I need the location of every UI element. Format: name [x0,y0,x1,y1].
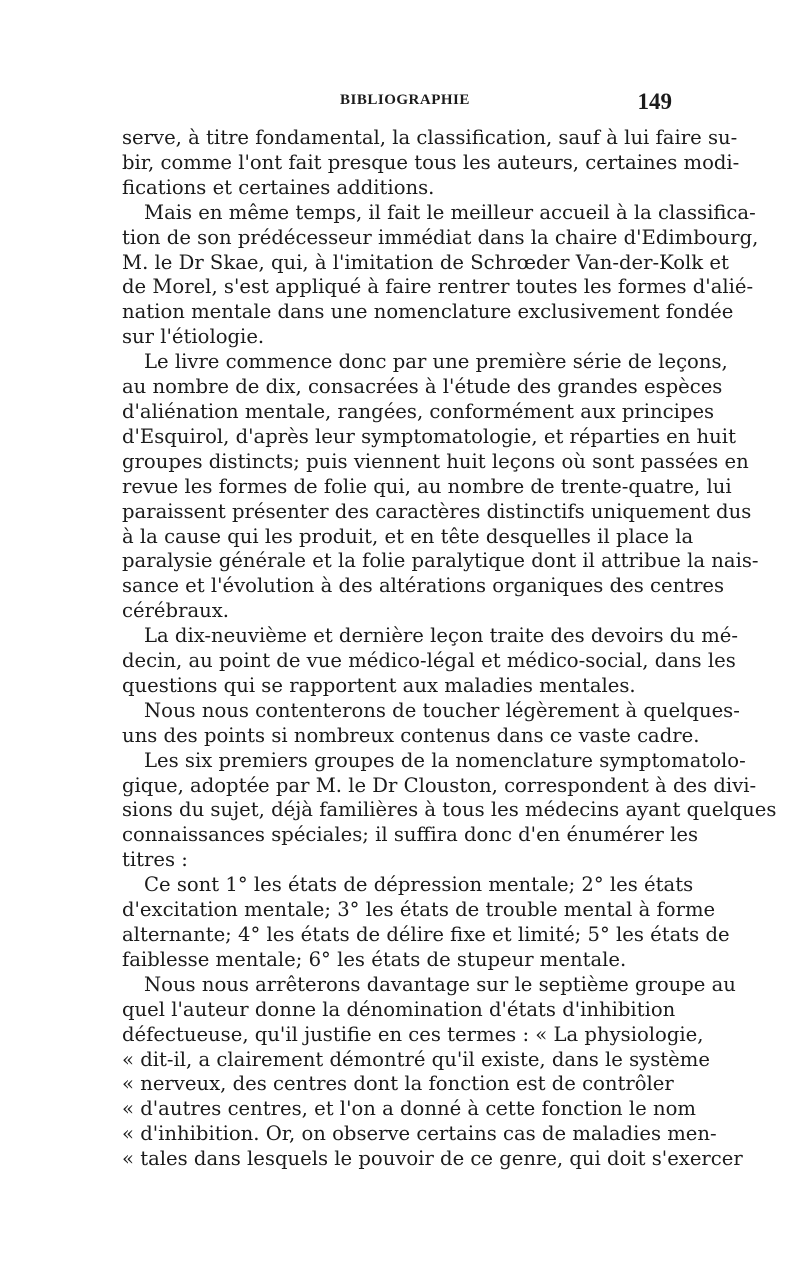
text-line: défectueuse, qu'il justifie en ces termes : « La physiologie, [122,1022,704,1046]
text-line: à la cause qui les produit, et en tête desquelles il place la [122,524,694,548]
paragraph [122,873,730,973]
text-line: titres : [122,848,188,872]
paragraph [122,624,738,699]
text-line: revue les formes de folie qui, au nombre de trente-quatre, lui [122,474,732,498]
paragraph [122,350,759,624]
text-line: « d'autres centres, et l'on a donné à cette fonction le nom [122,1097,696,1121]
text-line: Les six premiers groupes de la nomenclature symptomatolo- [144,748,746,772]
text-line: « tales dans lesquels le pouvoir de ce genre, qui doit s'exercer [122,1147,743,1171]
text-line: d'excitation mentale; 3° les états de trouble mental à forme [122,898,716,922]
text-line: nation mentale dans une nomenclature exclusivement fondée [122,300,734,324]
text-line: decin, au point de vue médico-légal et médico-social, dans les [122,649,736,673]
text-line: Ce sont 1° les états de dépression mentale; 2° les états [144,873,694,897]
text-line: fications et certaines additions. [122,175,435,199]
text-line: sance et l'évolution à des altérations organiques des centres [122,574,725,598]
paragraph [122,126,740,201]
text-line: « dit-il, a clairement démontré qu'il existe, dans le système [122,1047,710,1071]
text-line: alternante; 4° les états de délire fixe et limité; 5° les états de [122,923,730,946]
running-title: BIBLIOGRAPHIE [340,92,470,108]
text-line: « nerveux, des centres dont la fonction est de contrôler [122,1072,674,1096]
text-line: La dix-neuvième et dernière leçon traite des devoirs du mé- [144,624,738,648]
text-line: questions qui se rapportent aux maladies mentales. [122,673,636,697]
text-line: gique, adoptée par M. le Dr Clouston, correspondent à des divi- [122,773,757,797]
text-line: serve, à titre fondamental, la classification, sauf à lui faire su- [122,126,738,149]
text-line: groupes distincts; puis viennent huit leçons où sont passées en [122,449,749,473]
text-line: paralysie générale et la folie paralytique dont il attribue la nais- [122,549,759,573]
text-line: Nous nous contenterons de toucher légèrement à quelques- [144,698,740,722]
text-line: connaissances spéciales; il suffira donc d'en énumérer les [122,823,698,847]
text-line: de Morel, s'est appliqué à faire rentrer toutes les formes d'alié- [122,275,754,299]
paragraph [122,698,740,749]
text-line: tion de son prédécesseur immédiat dans la chaire d'Edimbourg, [122,225,759,249]
text-line: au nombre de dix, consacrées à l'étude des grandes espèces [122,375,723,399]
text-line: faiblesse mentale; 6° les états de stupeur mentale. [122,947,627,971]
text-line: « d'inhibition. Or, on observe certains cas de maladies men- [122,1122,717,1146]
text-line: Mais en même temps, il fait le meilleur accueil à la classifica- [144,200,756,224]
text-line: quel l'auteur donne la dénomination d'états d'inhibition [122,997,676,1021]
text-line: sions du sujet, déjà familières à tous les médecins ayant quelques [122,798,777,822]
text-line: M. le Dr Skae, qui, à l'imitation de Schrœder Van-der-Kolk et [122,250,729,274]
text-line: uns des points si nombreux contenus dans ce vaste cadre. [122,723,700,747]
page-header [122,89,672,122]
text-line: d'aliénation mentale, rangées, conformément aux principes [122,399,715,423]
paragraph [122,200,759,350]
text-line: d'Esquirol, d'après leur symptomatologie, et réparties en huit [122,424,736,448]
paragraph [122,748,777,874]
text-line: cérébraux. [122,599,230,623]
text-line: Le livre commence donc par une première série de leçons, [144,350,728,374]
paragraph [122,972,743,1172]
text-line: bir, comme l'ont fait presque tous les auteurs, certaines modi- [122,150,740,174]
page-number: 149 [637,89,672,114]
text-line: Nous nous arrêterons davantage sur le septième groupe au [144,972,736,996]
body-text [122,126,777,1172]
text-line: paraissent présenter des caractères distinctifs uniquement dus [122,499,752,523]
text-line: sur l'étiologie. [122,325,265,349]
